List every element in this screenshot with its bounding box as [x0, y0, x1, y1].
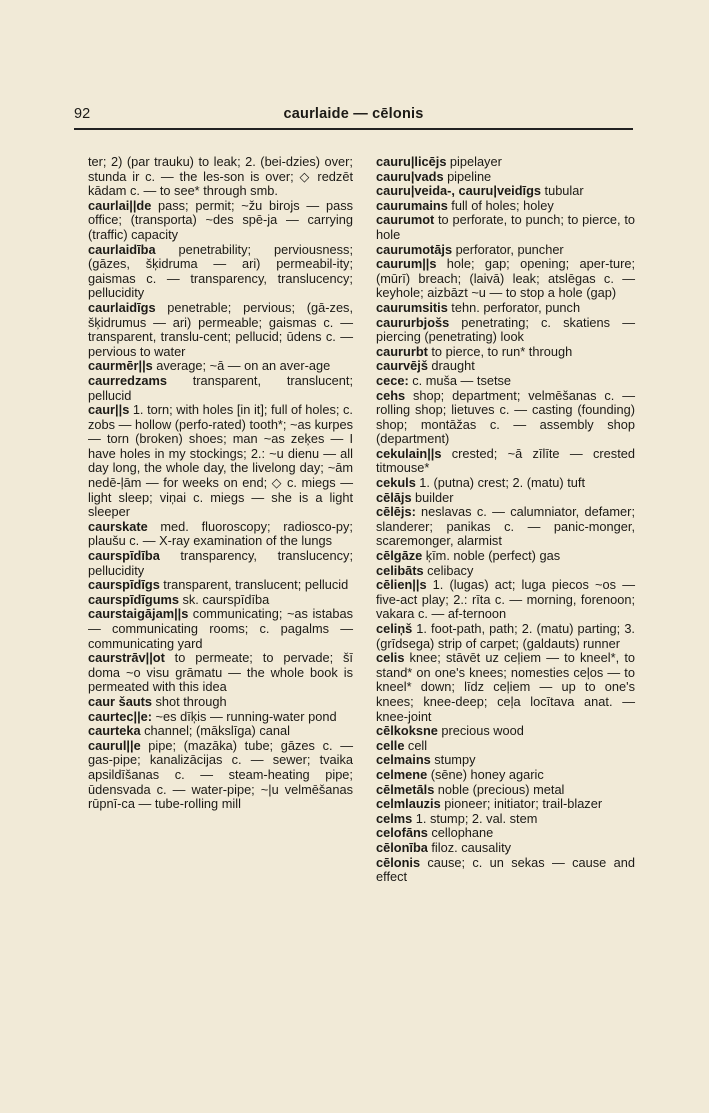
headword: celmains [376, 752, 431, 768]
definition: ter; 2) (par trauku) to leak; 2. (bei-dzies) over; stunda ir c. — the les-son is over; ◇ redzēt kādam c. — to see* through smb. [88, 154, 353, 199]
dictionary-entry [366, 257, 635, 301]
definition: to permeate; to pervade; šī doma ~o visu grāmatu — the whole book is permeated with this idea [88, 650, 353, 695]
dictionary-entry [78, 739, 353, 812]
dictionary-entry [366, 505, 635, 549]
headword: cauru|vads [376, 168, 444, 184]
headword: caurspīdība [88, 548, 160, 564]
dictionary-entry [366, 476, 635, 491]
dictionary-entry [366, 447, 635, 476]
headword: caurspīdīgs [88, 577, 160, 593]
dictionary-entry [78, 199, 353, 243]
headword: celiņš [376, 621, 413, 636]
definition: hole; gap; opening; aper-ture; (mūrī) breach; (laivā) leak; atslēgas c. — keyhole; aizbāzt ~u — to stop a hole (gap) [376, 256, 635, 301]
dictionary-entry [78, 520, 353, 549]
definition: cause; c. un sekas — cause and effect [376, 854, 635, 885]
headword: caurstaigājam||s [88, 606, 189, 622]
headword: caururbt [376, 343, 428, 359]
definition: penetrating; c. skatiens — piercing (penetrating) look [376, 314, 635, 345]
page-header [74, 104, 633, 126]
headword: cēlgāze [376, 548, 423, 564]
headword: caur šauts [88, 693, 153, 709]
definition: tehn. perforator, punch [451, 299, 581, 315]
definition: celibacy [427, 562, 474, 578]
dictionary-entry [366, 549, 635, 564]
dictionary-entry [366, 739, 635, 754]
definition: pioneer; initiator; trail-blazer [444, 796, 603, 812]
definition: 1. torn; with holes [in it]; full of holes; c. zobs — hollow (perfo-rated) tooth*; ~as kurpes — torn (broken) shoes; man ~as zeķes — I have holes in my stockings; 2.: ~u dienu — all day long, the whole day, the livelong day; ~ām nedē-ļām — for weeks on end; ◇ c. miegs — light sleep; viņai c. miegs — she is a light sleeper [88, 402, 353, 520]
definition: pipelayer [449, 154, 502, 169]
headword: caur||s [88, 402, 130, 418]
definition: c. muša — tsetse [412, 372, 512, 388]
definition: cell [407, 737, 428, 753]
dictionary-entry [366, 622, 635, 651]
dictionary-entry [366, 213, 635, 242]
definition: transparent, translucent; pellucid [88, 372, 354, 403]
definition: shop; department; velmēšanas c. — rolling shop; lietuves c. — casting (founding) shop; montāžas c. — assembly shop (department) [376, 387, 636, 447]
headword: celle [376, 737, 405, 753]
headword: caurumotājs [376, 241, 453, 257]
headword: cauru|veida-, cauru|veidīgs [376, 183, 542, 199]
dictionary-entry [366, 841, 635, 856]
dictionary-entry [366, 753, 635, 768]
definition: shot through [155, 693, 227, 709]
left-column [88, 155, 353, 812]
header-rule [74, 128, 633, 130]
definition: precious wood [441, 723, 524, 739]
definition: filoz. causality [431, 839, 512, 855]
headword: cekuls [376, 475, 416, 491]
headword: celis [376, 650, 405, 666]
headword: caururbjošs [376, 314, 450, 330]
headword: cekulain||s [376, 445, 442, 461]
definition: 1. (putna) crest; 2. (matu) tuft [419, 475, 586, 491]
headword: caurstrāv||ot [88, 650, 165, 666]
dictionary-entry [366, 768, 635, 783]
headword: cēlien||s [376, 577, 427, 593]
headword: cēlājs [376, 489, 412, 505]
definition: 1. foot-path, path; 2. (matu) parting; 3. (grīdsega) strip of carpet; (galdauts) runner [376, 621, 635, 651]
definition: neslavas c. — calumniator, defamer; slanderer; panikas c. — panic-monger, scaremonger, alarmist [376, 504, 635, 549]
definition: cellophane [431, 825, 494, 841]
dictionary-entry [366, 651, 635, 724]
definition: penetrability; perviousness; (gāzes, šķidruma — ari) permeabil-ity; gaismas c. — transparency, translucency; pellucidity [88, 241, 353, 301]
dictionary-entry [366, 826, 635, 841]
headword: cēlmetāls [376, 781, 435, 797]
dictionary-entry [78, 374, 353, 403]
definition: 1. stump; 2. val. stem [415, 810, 538, 826]
headword: caurspīdīgums [88, 591, 180, 607]
dictionary-entry [366, 724, 635, 739]
headword: caurlaidība [88, 241, 156, 257]
definition: ķīm. noble (perfect) gas [425, 548, 561, 564]
headword: cēlonība [376, 839, 428, 855]
headword: caurlai||de [88, 197, 152, 213]
headword: cehs [376, 387, 406, 403]
definition: builder [415, 489, 454, 505]
dictionary-entry [366, 856, 635, 885]
definition: average; ~ā — on an aver-age [156, 358, 331, 374]
dictionary-entry [366, 783, 635, 798]
definition: 1. (lugas) act; luga piecos ~os — five-act play; 2.: rīta c. — morning, forenoon; vakara c. — af-ternoon [376, 577, 635, 622]
headword: caurmēr||s [88, 358, 153, 374]
headword: caurlaidīgs [88, 299, 156, 315]
dictionary-entry [78, 724, 353, 739]
definition: draught [431, 358, 475, 374]
definition: sk. caurspīdība [182, 591, 270, 607]
dictionary-entry [366, 243, 635, 258]
definition: communicating; ~as istabas — communicating rooms; c. pagalms — communicating yard [88, 606, 354, 651]
dictionary-entry [366, 797, 635, 812]
page-number: 92 [74, 106, 91, 122]
definition: transparent, translucent; pellucid [163, 577, 349, 593]
dictionary-entry [366, 389, 635, 447]
definition: med. fluoroscopy; radiosco-py; plaušu c. — X-ray examination of the lungs [88, 518, 353, 549]
definition: full of holes; holey [451, 197, 554, 213]
headword: caurtec||e: [88, 708, 153, 724]
headword: caurvējš [376, 358, 428, 374]
definition: to pierce, to run* through [431, 343, 573, 359]
dictionary-entry [78, 695, 353, 710]
definition: knee; stāvēt uz ceļiem — to kneel*, to stand* on one's knees; nomesties ceļos — to kneel* down; līdz ceļiem — up to one's knees; knee-deep; ceļa locītava anat. — knee-joint [376, 650, 635, 724]
definition: transparency, translucency; pellucidity [88, 548, 353, 578]
dictionary-entry [366, 301, 635, 316]
dictionary-entry [366, 491, 635, 506]
right-column [376, 155, 635, 885]
definition: penetrable; pervious; (gā-zes, šķidrumus — ari) permeable; gaismas c. — transparent, translu-cent; pellucid; ūdens c. — pervious to water [88, 299, 354, 359]
definition: pass; permit; ~žu birojs — pass office; (transporta) ~des spē-ja — carrying (traffic) capacity [88, 197, 353, 242]
dictionary-entry [78, 593, 353, 608]
definition: crested; ~ā zīlīte — crested titmouse* [376, 445, 635, 476]
headword: celmene [376, 766, 428, 782]
dictionary-entry [366, 316, 635, 345]
headword: caurul||e [88, 737, 141, 753]
headword: cēlējs: [376, 504, 416, 520]
definition: to perforate, to punch; to pierce, to hole [376, 212, 635, 242]
headword: celms [376, 810, 413, 826]
headword: cēlonis [376, 854, 421, 870]
headword: caurumsitis [376, 299, 448, 315]
dictionary-entry [78, 549, 353, 578]
dictionary-entry [366, 170, 635, 185]
dictionary-entry [78, 403, 353, 520]
dictionary-entry [366, 564, 635, 579]
dictionary-entry [78, 710, 353, 725]
headword: cēlkoksne [376, 723, 438, 739]
headword: caurteka [88, 723, 141, 739]
dictionary-entry [366, 578, 635, 622]
dictionary-entry [366, 812, 635, 827]
dictionary-entry [78, 578, 353, 593]
dictionary-entry [366, 199, 635, 214]
definition: channel; (mākslīga) canal [144, 723, 290, 739]
dictionary-entry [78, 607, 353, 651]
definition: ~es dīķis — running-water pond [155, 708, 337, 724]
definition: tubular [544, 183, 584, 199]
headword: caurskate [88, 518, 148, 534]
definition: perforator, puncher [455, 241, 564, 257]
definition: pipeline [447, 168, 492, 184]
headword: celofāns [376, 825, 428, 841]
dictionary-entry [366, 345, 635, 360]
dictionary-entry [366, 374, 635, 389]
headword: celmlauzis [376, 796, 441, 812]
dictionary-entry [366, 155, 635, 170]
headword: cece: [376, 372, 409, 388]
dictionary-entry [78, 301, 353, 359]
definition: stumpy [434, 752, 476, 768]
headword: caurumot [376, 212, 435, 228]
dictionary-entry [78, 155, 353, 199]
definition: pipe; (mazāka) tube; gāzes c. — gas-pipe; kanalizācijas c. — sewer; tvaika apsildīšanas c. — steam-heating pipe; ūdensvada c. — water-pipe; ~|u velmēšanas rūpnī-ca — tube-rolling mill [88, 737, 354, 812]
headword: caurumains [376, 197, 448, 213]
dictionary-entry [78, 359, 353, 374]
dictionary-entry [366, 359, 635, 374]
headword: caurredzams [88, 372, 167, 388]
dictionary-entry [366, 184, 635, 199]
dictionary-entry [78, 651, 353, 695]
running-head: caurlaide — cēlonis [283, 106, 424, 122]
definition: (sēne) honey agaric [430, 766, 544, 782]
headword: cauru|licējs [376, 154, 447, 169]
headword: celibāts [376, 562, 424, 578]
dictionary-entry [78, 243, 353, 301]
definition: noble (precious) metal [437, 781, 565, 797]
headword: caurum||s [376, 256, 437, 272]
